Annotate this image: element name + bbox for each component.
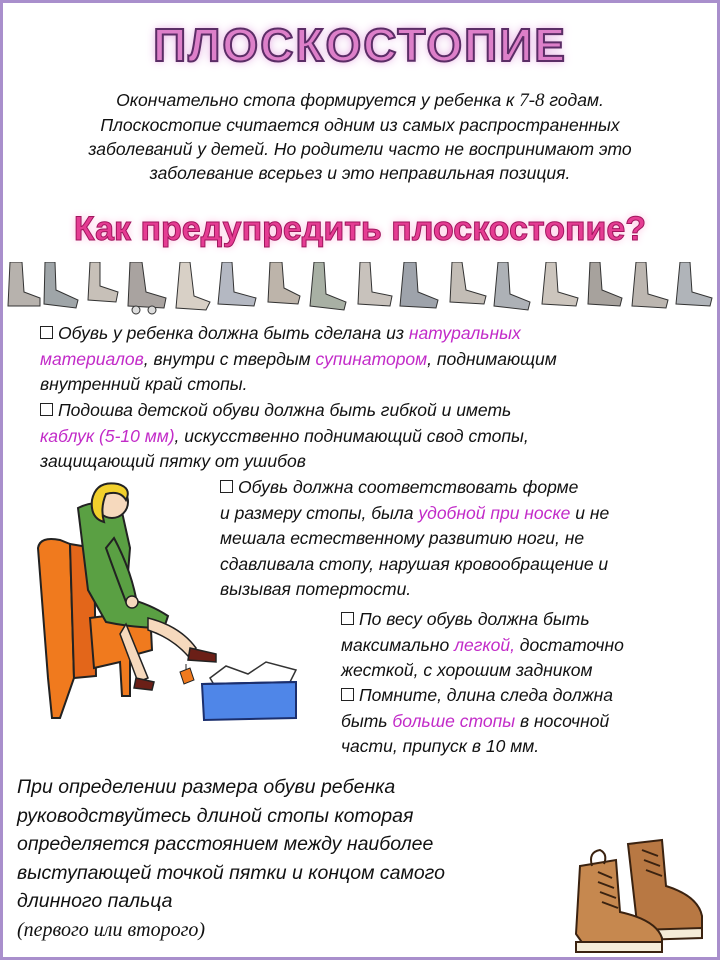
intro-line-2: Плоскостопие считается одним из самых распространенных xyxy=(100,115,620,135)
bottom-paragraph: При определении размера обуви ребенка руководствуйтесь длиной стопы которая определяется расстоянием между наиболее выступающей точкой пятки и концом самого длинного пальца (первого или второго) xyxy=(17,776,445,941)
bullet-flexible-sole: Подошва детской обуви должна быть гибкой и иметь каблук (5-10 мм), искусственно поднимающий свод стопы, защищающий пятку от ушибов xyxy=(40,400,529,471)
boots-illustration xyxy=(568,838,708,954)
shoebox-illustration xyxy=(196,660,306,724)
bullet-shoe-weight: По весу обувь должна быть максимально легкой, достаточно жесткой, с хорошим задником xyxy=(341,609,624,680)
intro-line-4: заболевание всерьез и это неправильная позиция. xyxy=(149,163,571,183)
intro-paragraph xyxy=(30,88,690,185)
bullet-natural-materials: Обувь у ребенка должна быть сделана из натуральных материалов, внутри с твердым супинатором, поднимающим внутренний край стопы. xyxy=(40,323,557,394)
checkbox-icon xyxy=(341,688,354,701)
page-title: ПЛОСКОСТОПИЕ xyxy=(153,19,567,71)
intro-line-1: Окончательно стопа формируется у ребенка к 7-8 годам. xyxy=(116,90,604,111)
bullet-shoe-fit: Обувь должна соответствовать форме и размеру стопы, была удобной при носке и не мешала естественному развитию ноги, не сдавливала стопу, нарушая кровообращение и вызывая потертости. xyxy=(220,477,610,599)
bullet-footprint-length: Помните, длина следа должна быть больше стопы в носочной части, припуск в 10 мм. xyxy=(341,685,614,756)
checkbox-icon xyxy=(40,403,53,416)
intro-line-3: заболеваний у детей. Но родители часто не воспринимают это xyxy=(88,139,632,159)
checkbox-icon xyxy=(341,612,354,625)
feet-band-illustration xyxy=(0,262,720,322)
section-question-heading: Как предупредить плоскостопие? xyxy=(73,210,647,248)
checkbox-icon xyxy=(40,326,53,339)
